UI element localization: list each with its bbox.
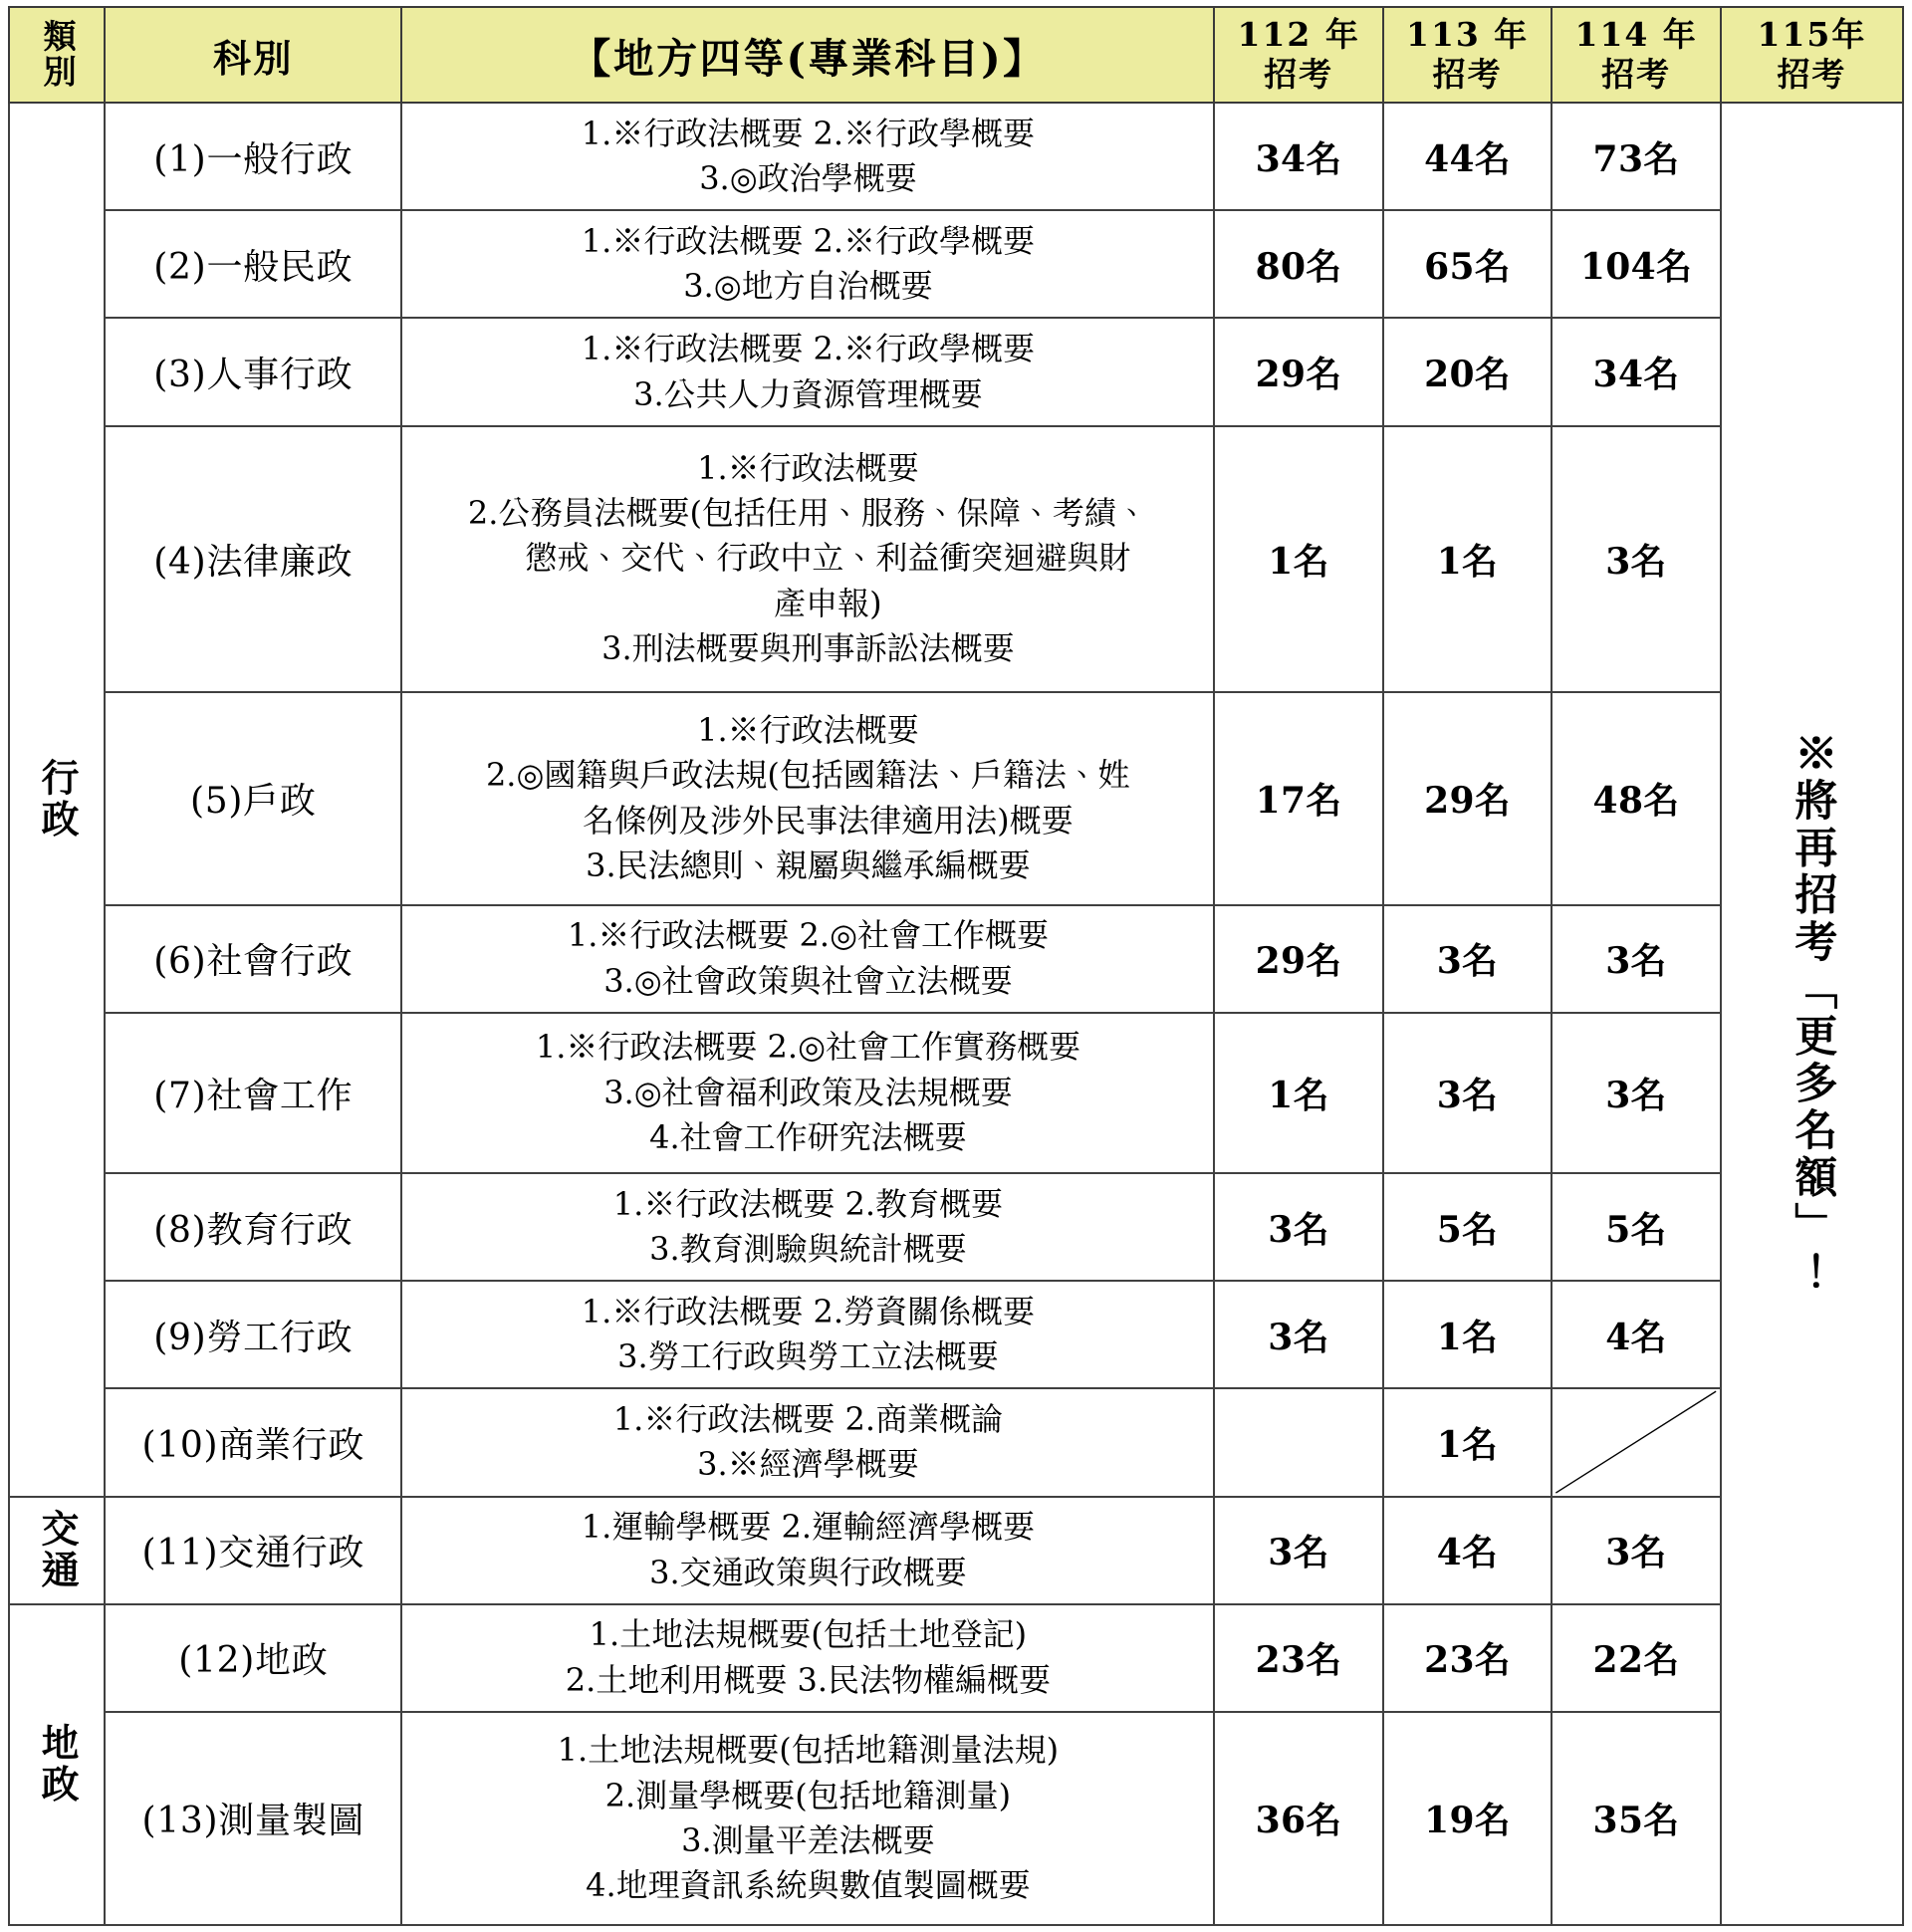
topic-line: 3.公共人力資源管理概要 xyxy=(633,374,983,413)
header-year-line1: 115年 xyxy=(1757,14,1867,54)
quota-cell-113: 1名 xyxy=(1383,1388,1552,1496)
table-row xyxy=(9,1388,1903,1496)
header-year-113 xyxy=(1383,7,1552,103)
quota-cell-114: 5名 xyxy=(1552,1173,1720,1281)
category-label: 行政 xyxy=(34,758,80,842)
category-cell xyxy=(9,103,105,1496)
topics-cell xyxy=(401,1712,1214,1925)
topics-cell xyxy=(401,210,1214,318)
header-year-line1: 113 年 xyxy=(1406,14,1530,54)
topic-line: 懲戒、交代、行政中立、利益衝突迴避與財 xyxy=(525,539,1131,578)
quota-cell-112 xyxy=(1214,1388,1382,1496)
topic-line: 3.◎地方自治概要 xyxy=(683,267,933,306)
quota-cell-114: 48名 xyxy=(1552,692,1720,905)
table-row xyxy=(9,1497,1903,1604)
subject-name-cell: (9)勞工行政 xyxy=(105,1281,401,1388)
header-category-label: 類別 xyxy=(38,19,78,91)
table-row xyxy=(9,1281,1903,1388)
topic-line: 1.※行政法概要 2.勞資關係概要 xyxy=(581,1292,1036,1330)
category-cell xyxy=(9,1604,105,1925)
topics-cell xyxy=(401,1388,1214,1496)
quota-cell-114: 3名 xyxy=(1552,1013,1720,1173)
topic-line: 1.※行政法概要 xyxy=(697,710,919,749)
quota-cell-114: 34名 xyxy=(1552,318,1720,425)
subject-name-cell: (2)一般民政 xyxy=(105,210,401,318)
quota-cell-112: 3名 xyxy=(1214,1173,1382,1281)
topic-line: 1.※行政法概要 2.※行政學概要 xyxy=(581,221,1036,260)
exam-quota-table xyxy=(8,6,1904,1926)
quota-cell-113: 3名 xyxy=(1383,905,1552,1013)
quota-cell-112: 29名 xyxy=(1214,318,1382,425)
header-year-line1: 112 年 xyxy=(1237,14,1360,54)
quota-cell-113: 20名 xyxy=(1383,318,1552,425)
topic-line: 1.※行政法概要 2.※行政學概要 xyxy=(581,330,1036,368)
header-year-115 xyxy=(1721,7,1903,103)
header-exam-title: 【地方四等(專業科目)】 xyxy=(401,7,1214,103)
topics-cell xyxy=(401,1497,1214,1604)
subject-name-cell: (10)商業行政 xyxy=(105,1388,401,1496)
table-row xyxy=(9,1712,1903,1925)
topic-line: 3.※經濟學概要 xyxy=(697,1445,919,1484)
quota-cell-113: 23名 xyxy=(1383,1604,1552,1712)
topics-cell xyxy=(401,426,1214,692)
quota-cell-114: 3名 xyxy=(1552,1497,1720,1604)
quota-cell-112: 17名 xyxy=(1214,692,1382,905)
topic-line: 3.刑法概要與刑事訴訟法概要 xyxy=(601,629,1015,668)
header-year-114 xyxy=(1552,7,1720,103)
topic-line: 3.測量平差法概要 xyxy=(681,1820,935,1859)
topic-line: 產申報) xyxy=(774,584,882,622)
quota-cell-112: 29名 xyxy=(1214,905,1382,1013)
note-115-cell xyxy=(1721,103,1903,1925)
topic-line: 1.※行政法概要 2.※行政學概要 xyxy=(581,114,1036,152)
topic-line: 1.土地法規概要(包括地籍測量法規) xyxy=(557,1731,1060,1770)
header-year-112 xyxy=(1214,7,1382,103)
quota-cell-114: 3名 xyxy=(1552,905,1720,1013)
topics-cell xyxy=(401,905,1214,1013)
quota-cell-114: 3名 xyxy=(1552,426,1720,692)
table-header-row xyxy=(9,7,1903,103)
table-row xyxy=(9,1173,1903,1281)
table-row xyxy=(9,1604,1903,1712)
table-row xyxy=(9,426,1903,692)
topic-line: 3.◎政治學概要 xyxy=(699,159,917,198)
diagonal-slash-icon xyxy=(1553,1389,1719,1495)
topic-line: 名條例及涉外民事法律適用法)概要 xyxy=(583,801,1074,840)
quota-cell-113: 5名 xyxy=(1383,1173,1552,1281)
subject-name-cell: (5)戶政 xyxy=(105,692,401,905)
quota-cell-113: 19名 xyxy=(1383,1712,1552,1925)
quota-cell-113: 3名 xyxy=(1383,1013,1552,1173)
header-category xyxy=(9,7,105,103)
category-cell xyxy=(9,1497,105,1604)
subject-name-cell: (8)教育行政 xyxy=(105,1173,401,1281)
subject-name-cell: (11)交通行政 xyxy=(105,1497,401,1604)
subject-name-cell: (7)社會工作 xyxy=(105,1013,401,1173)
topic-line: 1.※行政法概要 2.教育概要 xyxy=(612,1184,1004,1223)
topics-cell xyxy=(401,1013,1214,1173)
topic-line: 1.※行政法概要 2.◎社會工作概要 xyxy=(567,916,1049,955)
quota-cell-112: 1名 xyxy=(1214,1013,1382,1173)
quota-cell-114: 4名 xyxy=(1552,1281,1720,1388)
quota-cell-112: 3名 xyxy=(1214,1497,1382,1604)
topic-line: 4.社會工作研究法概要 xyxy=(649,1118,967,1157)
no-recruitment-slash-cell xyxy=(1552,1388,1720,1496)
topics-cell xyxy=(401,1281,1214,1388)
header-year-line2: 招考 xyxy=(1264,55,1334,95)
quota-cell-114: 35名 xyxy=(1552,1712,1720,1925)
quota-cell-113: 65名 xyxy=(1383,210,1552,318)
quota-cell-112: 36名 xyxy=(1214,1712,1382,1925)
topic-line: 1.※行政法概要 xyxy=(697,448,919,487)
topic-line: 1.土地法規概要(包括土地登記) xyxy=(589,1615,1028,1654)
quota-cell-112: 3名 xyxy=(1214,1281,1382,1388)
topic-line: 3.教育測驗與統計概要 xyxy=(649,1230,967,1269)
header-subject: 科別 xyxy=(105,7,401,103)
table-row xyxy=(9,1013,1903,1173)
topic-line: 4.地理資訊系統與數值製圖概要 xyxy=(586,1866,1031,1905)
header-year-line2: 招考 xyxy=(1777,55,1847,95)
quota-cell-114: 104名 xyxy=(1552,210,1720,318)
topic-line: 1.※行政法概要 2.商業概論 xyxy=(612,1400,1004,1438)
quota-cell-113: 4名 xyxy=(1383,1497,1552,1604)
subject-name-cell: (13)測量製圖 xyxy=(105,1712,401,1925)
quota-cell-112: 23名 xyxy=(1214,1604,1382,1712)
quota-cell-113: 44名 xyxy=(1383,103,1552,210)
topic-line: 2.◎國籍與戶政法規(包括國籍法、戶籍法、姓 xyxy=(485,756,1130,795)
topic-line: 1.運輸學概要 2.運輸經濟學概要 xyxy=(581,1508,1036,1547)
topics-cell xyxy=(401,692,1214,905)
topic-line: 3.勞工行政與勞工立法概要 xyxy=(617,1337,999,1376)
quota-cell-114: 73名 xyxy=(1552,103,1720,210)
table-row xyxy=(9,103,1903,210)
category-label: 交通 xyxy=(34,1508,80,1592)
quota-cell-112: 34名 xyxy=(1214,103,1382,210)
subject-name-cell: (4)法律廉政 xyxy=(105,426,401,692)
topics-cell xyxy=(401,318,1214,425)
topic-line: 2.土地利用概要 3.民法物權編概要 xyxy=(565,1660,1052,1699)
quota-cell-113: 1名 xyxy=(1383,1281,1552,1388)
category-label: 地政 xyxy=(34,1723,80,1807)
table-row xyxy=(9,692,1903,905)
quota-cell-112: 1名 xyxy=(1214,426,1382,692)
topic-line: 2.測量學概要(包括地籍測量) xyxy=(604,1776,1012,1814)
quota-cell-113: 1名 xyxy=(1383,426,1552,692)
subject-name-cell: (6)社會行政 xyxy=(105,905,401,1013)
header-year-line2: 招考 xyxy=(1601,55,1672,95)
topics-cell xyxy=(401,1173,1214,1281)
topic-line: 1.※行政法概要 2.◎社會工作實務概要 xyxy=(535,1028,1080,1067)
quota-cell-114: 22名 xyxy=(1552,1604,1720,1712)
quota-cell-112: 80名 xyxy=(1214,210,1382,318)
topic-line: 2.公務員法概要(包括任用、服務、保障、考績、 xyxy=(467,493,1148,532)
subject-name-cell: (12)地政 xyxy=(105,1604,401,1712)
topics-cell xyxy=(401,103,1214,210)
table-row xyxy=(9,210,1903,318)
subject-name-cell: (1)一般行政 xyxy=(105,103,401,210)
table-row xyxy=(9,905,1903,1013)
header-year-line1: 114 年 xyxy=(1574,14,1698,54)
note-115-text: ※將再招考「更多名額」！ xyxy=(1788,731,1838,1297)
table-row xyxy=(9,318,1903,425)
topic-line: 3.交通政策與行政概要 xyxy=(649,1553,967,1591)
topic-line: 3.◎社會政策與社會立法概要 xyxy=(603,961,1013,1000)
topics-cell xyxy=(401,1604,1214,1712)
topic-line: 3.◎社會福利政策及法規概要 xyxy=(603,1073,1013,1111)
quota-cell-113: 29名 xyxy=(1383,692,1552,905)
subject-name-cell: (3)人事行政 xyxy=(105,318,401,425)
topic-line: 3.民法總則、親屬與繼承編概要 xyxy=(586,846,1031,885)
header-year-line2: 招考 xyxy=(1432,55,1503,95)
